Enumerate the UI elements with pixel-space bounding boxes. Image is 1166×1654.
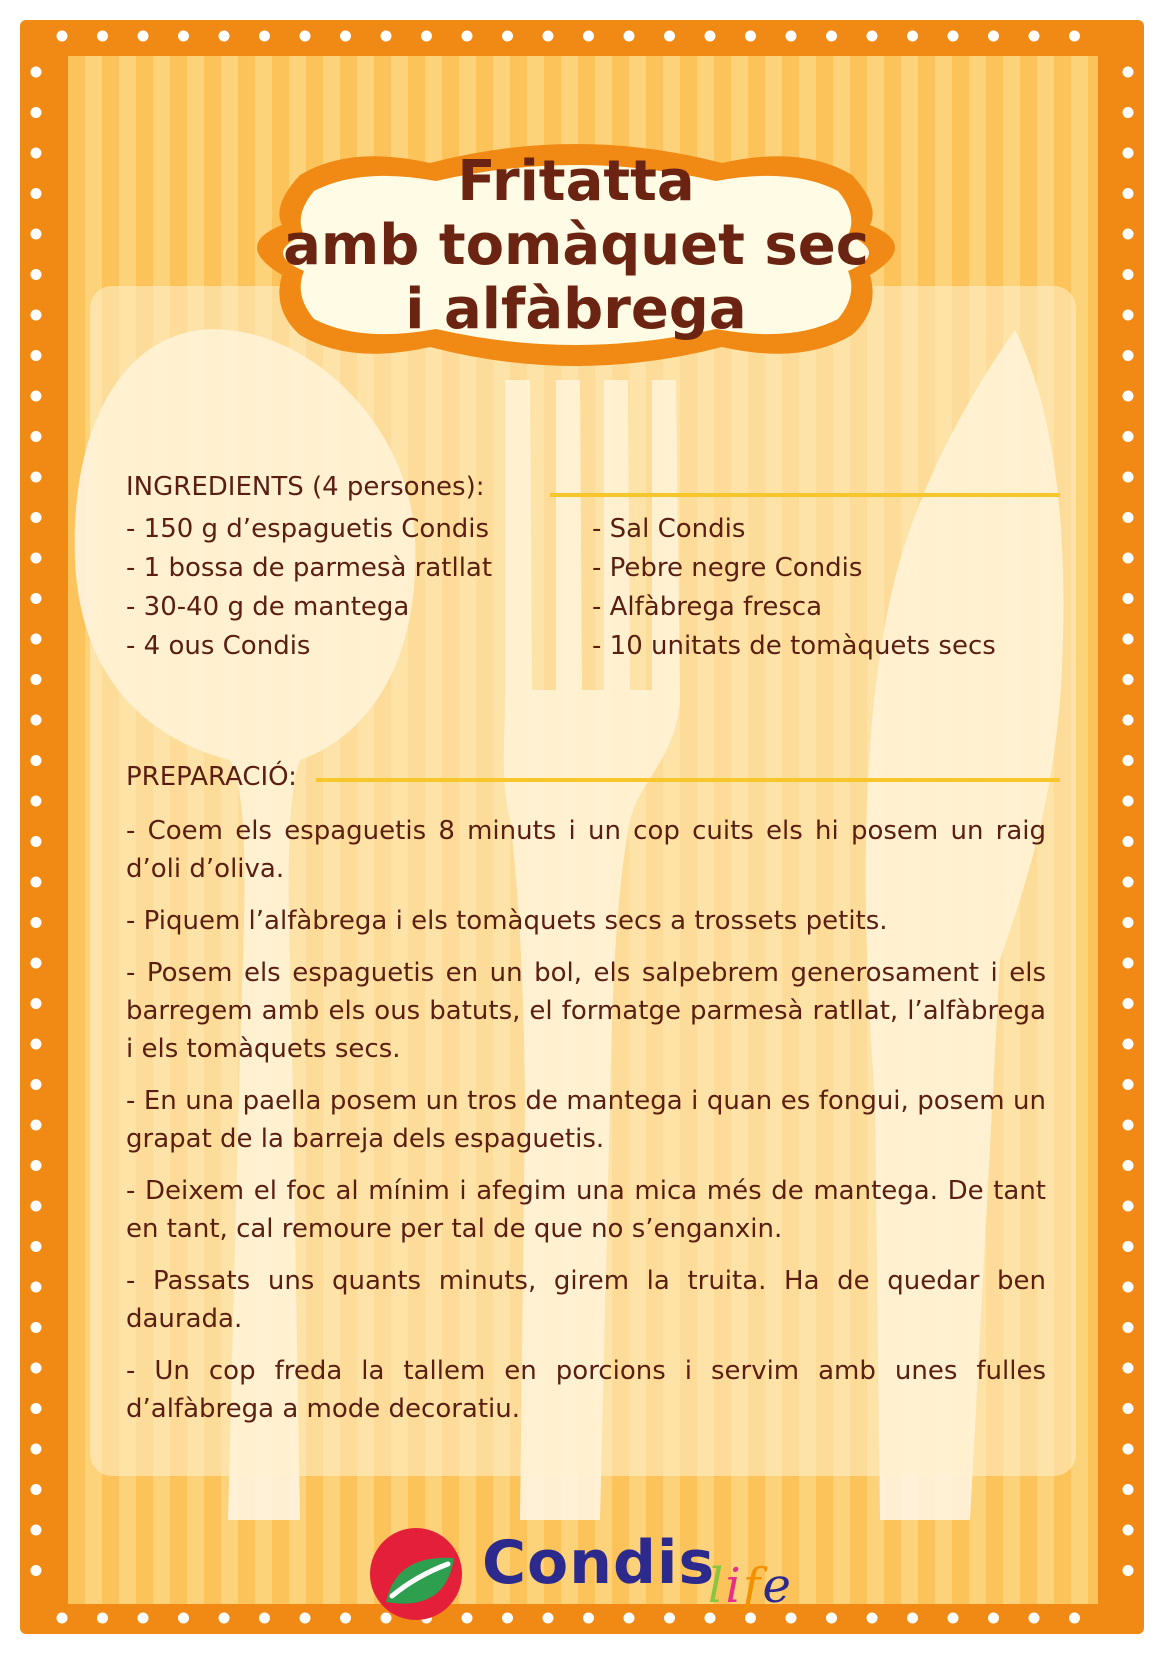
ingredients-heading: INGREDIENTS (4 persones): <box>126 472 485 502</box>
title-line-1: Fritatta <box>457 149 695 214</box>
ingredient-item: - 150 g d’espaguetis Condis <box>126 514 490 544</box>
ingredient-item: - 30-40 g de mantega <box>126 592 410 622</box>
logo-brand-text: Condis <box>482 1528 716 1598</box>
logo-life-text <box>708 1558 793 1614</box>
logo-life-letter: f <box>742 1558 763 1614</box>
logo-life-letter: i <box>725 1558 743 1614</box>
preparation-step: - Deixem el foc al mínim i afegim una mica més de mantega. De tant en tant, cal remoure per tal de que no s’enganxin. <box>126 1176 1046 1244</box>
recipe-title <box>230 150 922 342</box>
ingredients-divider <box>550 493 1060 497</box>
preparation-step: - Un cop freda la tallem en porcions i servim amb unes fulles d’alfàbrega a mode decoratiu. <box>126 1356 1046 1424</box>
ingredient-item: - Pebre negre Condis <box>592 553 863 583</box>
preparation-heading: PREPARACIÓ: <box>126 762 297 792</box>
preparation-step: - Coem els espaguetis 8 minuts i un cop cuits els hi posem un raig d’oli d’oliva. <box>126 816 1046 884</box>
ingredients-column-1 <box>126 510 492 666</box>
ingredient-item: - 10 unitats de tomàquets secs <box>592 631 996 661</box>
preparation-step: - Posem els espaguetis en un bol, els salpebrem generosament i els barregem amb els ous batuts, el formatge parmesà ratllat, l’alfàbrega i els tomàquets secs. <box>126 958 1046 1064</box>
logo-life-letter: e <box>762 1558 793 1614</box>
ingredient-item: - 1 bossa de parmesà ratllat <box>126 553 493 583</box>
condis-leaf-icon <box>366 1524 466 1624</box>
condis-life-logo <box>362 1520 822 1630</box>
title-line-3: i alfàbrega <box>405 277 747 342</box>
ingredients-column-2 <box>592 510 996 666</box>
preparation-divider <box>316 778 1060 782</box>
ingredient-item: - Alfàbrega fresca <box>592 592 823 622</box>
preparation-step: - Piquem l’alfàbrega i els tomàquets secs a trossets petits. <box>126 906 888 936</box>
ingredient-item: - 4 ous Condis <box>126 631 311 661</box>
preparation-step: - En una paella posem un tros de mantega i quan es fongui, posem un grapat de la barreja dels espaguetis. <box>126 1086 1046 1154</box>
title-line-2: amb tomàquet sec <box>283 213 869 278</box>
preparation-steps <box>126 812 1046 1442</box>
ingredient-item: - Sal Condis <box>592 514 746 544</box>
preparation-step: - Passats uns quants minuts, girem la truita. Ha de quedar ben daurada. <box>126 1266 1046 1334</box>
logo-life-letter: l <box>708 1558 726 1614</box>
